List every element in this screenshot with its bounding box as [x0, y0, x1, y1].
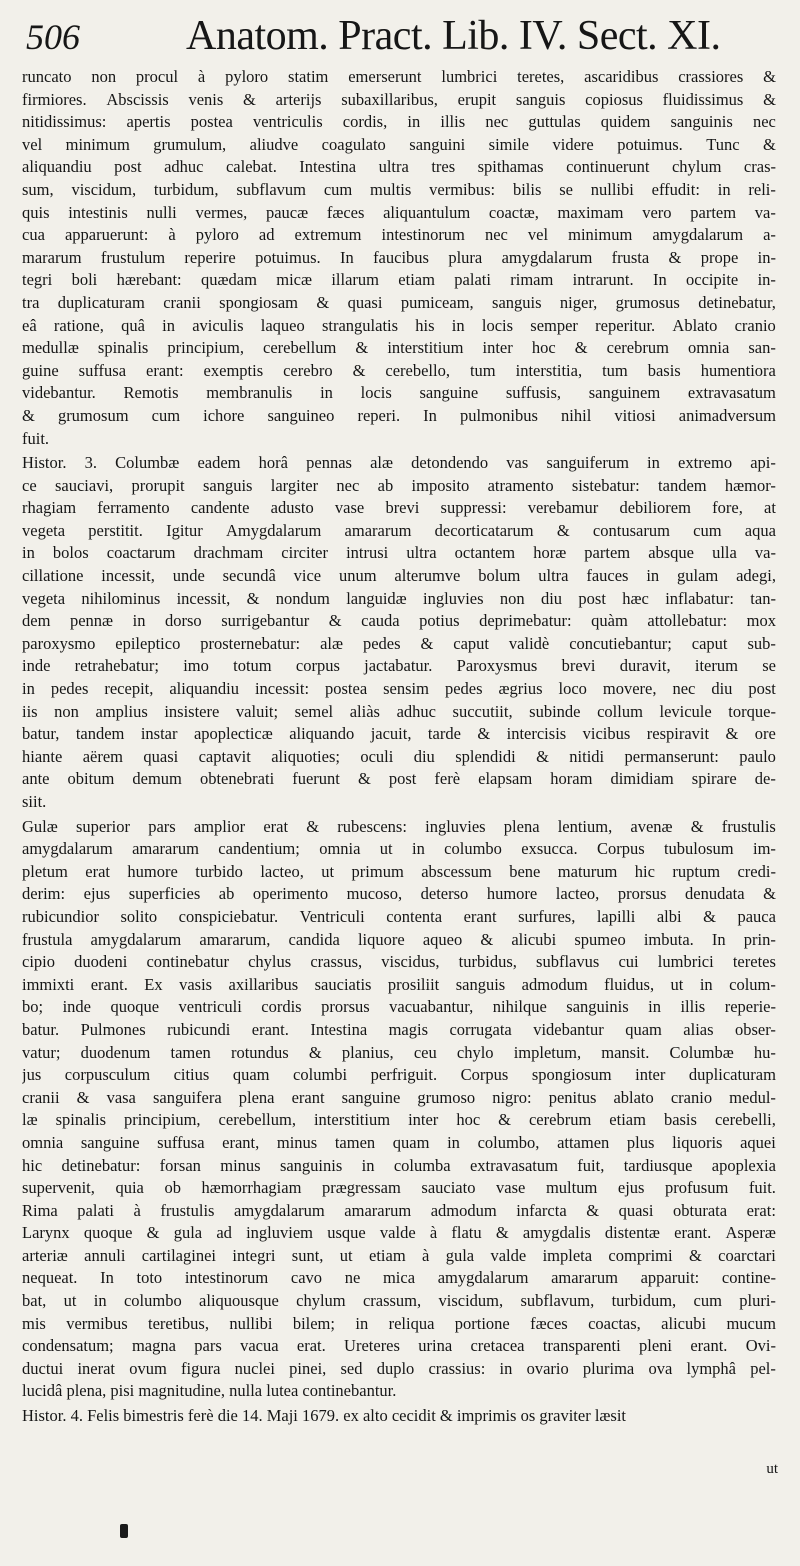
- paragraph-histor-3-dissection: [22, 816, 776, 1403]
- text-line: nequeat. In toto intestinorum cavo ne mica amygdalarum amararum apparuit: contine-: [22, 1268, 776, 1288]
- text-line: pletum erat humore turbido lacteo, ut primum abscessum bene maturum hic ruptum credi-: [22, 861, 776, 881]
- text-line: immixti erant. Ex vasis axillaribus sauciatis prosiliit sanguis admodum fluidus, ut in colum-: [22, 974, 776, 994]
- text-line: omnia sanguine suffusa erant, minus tamen quam in columbo, attamen plus liquoris aquei: [22, 1132, 776, 1152]
- page-header: [26, 12, 770, 68]
- text-line: arteriæ annuli cartilaginei integri sunt, ut etiam à gula valde impleta comprimi & coarctari: [22, 1245, 776, 1265]
- text-line: ante obitum demum obtenebrati fuerunt & post ferè elapsam horam dimidiam spirare de-: [22, 769, 776, 789]
- catchword: ut: [766, 1461, 778, 1477]
- text-line: nitidissimus: apertis postea ventriculis cordis, in illis nec guttulas quidem sanguinis nec: [22, 112, 776, 132]
- text-line: vegeta nihilominus incessit, & nondum languidæ ingluvies non diu post hæc inflabatur: tan-: [22, 588, 776, 608]
- text-line: sum, viscidum, turbidum, subflavum cum multis vermibus: bilis se nullibi effudit: in reli-: [22, 179, 776, 199]
- paragraph-histor-2-conclusion: [22, 66, 776, 450]
- text-line: runcato non procul à pyloro statim emerserunt lumbrici teretes, ascaridibus crassiores &: [22, 67, 776, 86]
- text-line: mis vermibus teretibus, nullibi bilem; in reliqua portione fæces coactas, alicubi mucum: [22, 1313, 776, 1333]
- text-line: in pedes recepit, aliquandiu incessit: postea sensim pedes ægrius loco movere, nec diu post: [22, 679, 776, 699]
- text-line: rhagiam ferramento candente adusto vase brevi suppressi: verebamur debiliorem fore, at: [22, 498, 776, 518]
- text-line: condensatum; magna pars vacua erat. Ureteres urina cretacea transparenti pleni erant. Ovi-: [22, 1336, 776, 1356]
- text-line: derim: ejus superficies ab operimento mucoso, deterso humore lacteo, prorsus denudata &: [22, 884, 776, 904]
- text-line: siit.: [22, 792, 47, 811]
- text-line: Rima palati à frustulis amygdalarum amararum admodum infarcta & quasi obturata erat:: [22, 1200, 776, 1220]
- text-line: ce sauciavi, prorupit sanguis largiter nec ab imposito atramento sistebatur: tandem hæmor-: [22, 475, 776, 495]
- text-line: Histor. 3. Columbæ eadem horâ pennas alæ detondendo vas sanguiferum in extremo api-: [22, 453, 776, 473]
- text-line: Histor. 4. Felis bimestris ferè die 14. Maji 1679. ex alto cecidit & imprimis os graviter læsit: [22, 1406, 626, 1426]
- text-line: Larynx quoque & gula ad ingluviem usque valde à flatu & amygdalis distentæ erant. Asperæ: [22, 1223, 776, 1243]
- text-line: vel minimum grumulum, aliudve coagulato sanguini simile videre potuimus. Tunc &: [22, 134, 776, 154]
- text-line: hic detinebatur: forsan minus sanguinis in columba extravasatum fuit, tardiusque apoplexia: [22, 1155, 776, 1175]
- text-line: batur. Pulmones rubicundi erant. Intestina magis corrugata videbantur quam alias obser-: [22, 1019, 776, 1039]
- body-text: [22, 66, 776, 1428]
- running-head: Anatom. Pract. Lib. IV. Sect. XI.: [186, 13, 721, 59]
- text-line: dem pennæ in dorso surrigebantur & cauda potius deprimebatur: quàm attollebatur: mox: [22, 611, 776, 631]
- text-line: quis intestinis nulli vermes, paucæ fæces aliquantulum coactæ, maximam vero partem va-: [22, 202, 776, 222]
- text-line: cranii & vasa sanguifera plena erant sanguine grumoso nigro: penitus ablato cranio medul-: [22, 1087, 776, 1107]
- text-line: cipio duodeni continebatur chylus crassus, viscidus, turbidus, subflavus cui lumbrici teretes: [22, 952, 776, 972]
- text-line: videbantur. Remotis membranulis in locis sanguine suffusis, sanguinem extravasatum: [22, 383, 776, 403]
- paragraph-histor-3: [22, 452, 776, 814]
- text-line: rubicundior solito conspiciebatur. Ventriculi contenta erant surfures, lapilli albi & pauca: [22, 906, 776, 926]
- paragraph-histor-4-start: [22, 1405, 776, 1428]
- page-number: 506: [26, 17, 80, 57]
- text-line: inde retrahebatur; imo totum corpus jactabatur. Paroxysmus brevi duravit, iterum se: [22, 656, 776, 676]
- text-line: tra duplicaturam cranii spongiosam & quasi pumiceam, sanguis niger, grumosus detinebatur,: [22, 292, 776, 312]
- text-line: iis non amplius insistere valuit; semel aliàs adhuc succutiit, subinde collum levicule torque-: [22, 701, 776, 721]
- text-line: firmiores. Abscissis venis & arterijs subaxillaribus, erupit sanguis copiosus fluidissimus &: [22, 89, 776, 109]
- text-line: jus corpusculum citius quam columbi perfriguit. Corpus spongiosum inter duplicaturam: [22, 1065, 776, 1085]
- text-line: vegeta perstitit. Igitur Amygdalarum amararum decorticatarum & contusarum cum aqua: [22, 520, 776, 540]
- text-line: fuit.: [22, 428, 50, 448]
- text-line: guine suffusa erant: exemptis cerebro & cerebello, tum interstitia, tum basis humentiora: [22, 360, 776, 380]
- text-line: Gulæ superior pars amplior erat & rubescens: ingluvies plena lentium, avenæ & frustulis: [22, 816, 776, 836]
- text-line: bat, ut in columbo aliquousque chylum crassum, viscidum, subflavum, turbidum, cum pluri-: [22, 1291, 776, 1311]
- text-line: læ spinalis principium, cerebellum, interstitium inter hoc & cerebrum etiam basis cerebelli,: [22, 1110, 776, 1130]
- text-line: eâ ratione, quâ in aviculis laqueo strangulatis his in locis semper reperitur. Ablato cranio: [22, 315, 776, 335]
- text-line: ductui inerat ovum figura nuclei pinei, sed duplo crassius: in ovario plurima ova lymphâ pel-: [22, 1358, 776, 1378]
- text-line: cua apparuerunt: à pyloro ad extremum intestinorum nec vel minimum amygdalarum a-: [22, 225, 776, 245]
- text-line: & grumosum cum ichore sanguineo reperi. In pulmonibus nihil vitiosi animadversum: [22, 405, 776, 425]
- text-line: tegri boli hærebant: quædam micæ illarum etiam palati rimam intrarunt. In occipite in-: [22, 270, 776, 290]
- text-line: vatur; duodenum tamen rotundus & planius, ceu chylo impletum, mansit. Columbæ hu-: [22, 1042, 776, 1062]
- text-line: in bolos coactarum drachmam circiter intrusi ultra octantem horæ partem absque ulla va-: [22, 543, 776, 563]
- text-line: cillatione incessit, unde secundâ vice unum alterumve bolum ultra fauces in gulam adegi,: [22, 566, 776, 586]
- ink-mark: [120, 1524, 128, 1538]
- text-line: lucidâ plena, pisi magnitudine, nulla lutea continebantur.: [22, 1381, 397, 1401]
- text-line: paroxysmo epileptico prosternebatur: alæ pedes & caput validè concutiebantur; caput sub-: [22, 633, 776, 653]
- text-line: supervenit, quia ob hæmorrhagiam prægressam sauciato vase multum ejus profusum fuit.: [22, 1178, 776, 1198]
- text-line: hiante aërem quasi captavit aliquoties; oculi diu splendidi & nitidi permanserunt: paulo: [22, 746, 776, 766]
- text-line: amygdalarum amararum candentium; omnia ut in columbo exsucca. Corpus tubulosum im-: [22, 839, 776, 859]
- text-line: mararum frustulum reperire potuimus. In faucibus plura amygdalarum frusta & prope in-: [22, 247, 776, 267]
- text-line: frustula amygdalarum amararum, candida liquore aqueo & alicubi spumeo imbuta. In prin-: [22, 929, 776, 949]
- text-line: medullæ spinalis principium, cerebellum & interstitium inter hoc & cerebrum omnia san-: [22, 338, 776, 358]
- text-line: bo; inde quoque ventriculi cordis prorsus vacuabantur, nihilque sanguinis in illis reperie-: [22, 997, 776, 1017]
- text-line: batur, tandem instar apoplecticæ aliquando jacuit, tarde & intercisis vicibus respiravit & ore: [22, 724, 776, 744]
- text-line: aliquandiu post adhuc calebat. Intestina ultra tres spithamas continuerunt chylum cras-: [22, 157, 776, 177]
